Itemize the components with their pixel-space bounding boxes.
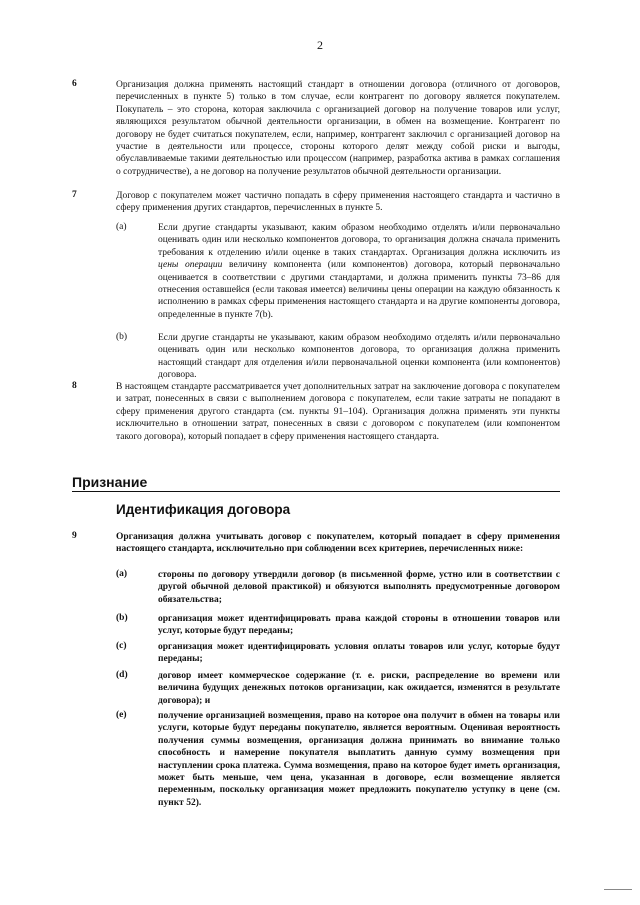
text-part: Если другие стандарты указывают, каким образом необходимо отделять и/или первоначально оценивать один или несколько компонентов договора, то организация должна сначала применить требования к отделению и/или оценке в таких стандартах. Организация должна исключить из [158,223,560,258]
paragraph-number: 9 [72,531,77,541]
section-divider [72,491,560,492]
subitem-text: Если другие стандарты не указывают, каким образом необходимо отделять и/или первоначально оценивать один или несколько компонентов договора, то организация должна применить настоящий стандарт для отделения и/или первоначальной оценки компонента (или компонентов) договора. [158,333,560,381]
subitem-label: (a) [116,569,128,579]
subitem-label: (c) [116,641,127,651]
subitem-text: стороны по договору утвердили договор (в письменной форме, устно или в соответствии с другой обычной деловой практикой) и обязуются выполнять предусмотренные договором обязательства; [158,570,560,605]
subitem-text: договор имеет коммерческое содержание (т. е. риски, распределение во времени или величина будущих денежных потоков организации, как ожидается, изменятся в результате договора); и [158,671,560,706]
paragraph-text: Организация должна учитывать договор с покупателем, который попадает в сферу применения настоящего стандарта, исключительно при соблюдении всех критериев, перечисленных ниже: [116,532,560,555]
subitem-text: получение организацией возмещения, право на которое она получит в обмен на товары или услуги, которые будут переданы покупателю, является вероятным. Оценивая вероятность получения суммы возмещения, организация должна принимать во внимание только способность и намерение покупателя выплатить данную сумму возмещения при наступлении срока платежа. Сумма возмещения, право на которое будет иметь организация, может быть меньше, чем цена, указанная в договоре, если возмещение является переменным, поскольку организация может предложить покупателю уступку в цене (см. пункт 52). [158,711,560,808]
subitem-text: организация может идентифицировать права каждой стороны в отношении товаров или услуг, которые будут переданы; [158,614,560,637]
subitem-label: (b) [116,613,128,623]
paragraph-text: Договор с покупателем может частично попадать в сферу применения настоящего стандарта и частично в сферу применения других стандартов, перечисленных в пункте 5. [116,191,560,214]
subitem-label: (d) [116,670,128,680]
text-part: величину компонента (или компонентов) договора, который первоначально оценивается в соответствии с другими стандартами, и должна применить пункты 73–86 для отнесения оставшейся (если таковая имеется) величины цены операции на каждую обязанность к исполнению в рамках сферы применения настоящего стандарта и на другие компоненты договора, определенные в пункте 7(b). [158,260,560,320]
subitem-text [158,222,560,321]
paragraph-text: В настоящем стандарте рассматривается учет дополнительных затрат на заключение договора с покупателем и затрат, понесенных в связи с выполнением договора с покупателем, если такие затраты не попадают в сферу применения другого стандарта (см. пункты 91–104). Организация должна применять эти пункты исключительно в отношении затрат, понесенных в связи с договором с покупателем (или компонентом такого договора), который попадает в сферу применения настоящего стандарта. [116,382,560,442]
defined-term: цены операции [158,260,223,271]
paragraph-number: 7 [72,190,77,200]
paragraph-number: 8 [72,381,77,391]
paragraph-number: 6 [72,79,77,89]
section-heading-recognition: Признание [72,474,148,490]
subitem-label: (a) [116,222,127,232]
subitem-text: организация может идентифицировать условия оплаты товаров или услуг, которые будут переданы; [158,642,560,665]
scan-artifact-line [604,889,632,890]
page-number: 2 [317,38,323,52]
subitem-label: (b) [116,332,128,342]
paragraph-text: Организация должна применять настоящий стандарт в отношении договора (отличного от договоров, перечисленных в пункте 5) только в том случае, если контрагент по договору является покупателем. Покупатель – это сторона, которая заключила с организацией договор на получение товаров или услуг, являющихся результатом обычной деятельности организации, в обмен на возмещение. Контрагент по договору не будет считаться покупателем, если, например, контрагент заключил с организацией договор на участие в деятельности или процессе, стороны которого делят между собой риски и выгоды, обуславливаемые такими деятельностью или процессом (например, разработка актива в рамках соглашения о сотрудничестве), а не договор на получение результатов обычной деятельности организации. [116,80,560,177]
subitem-label: (e) [116,710,127,720]
subsection-heading-contract-identification: Идентификация договора [116,502,291,517]
